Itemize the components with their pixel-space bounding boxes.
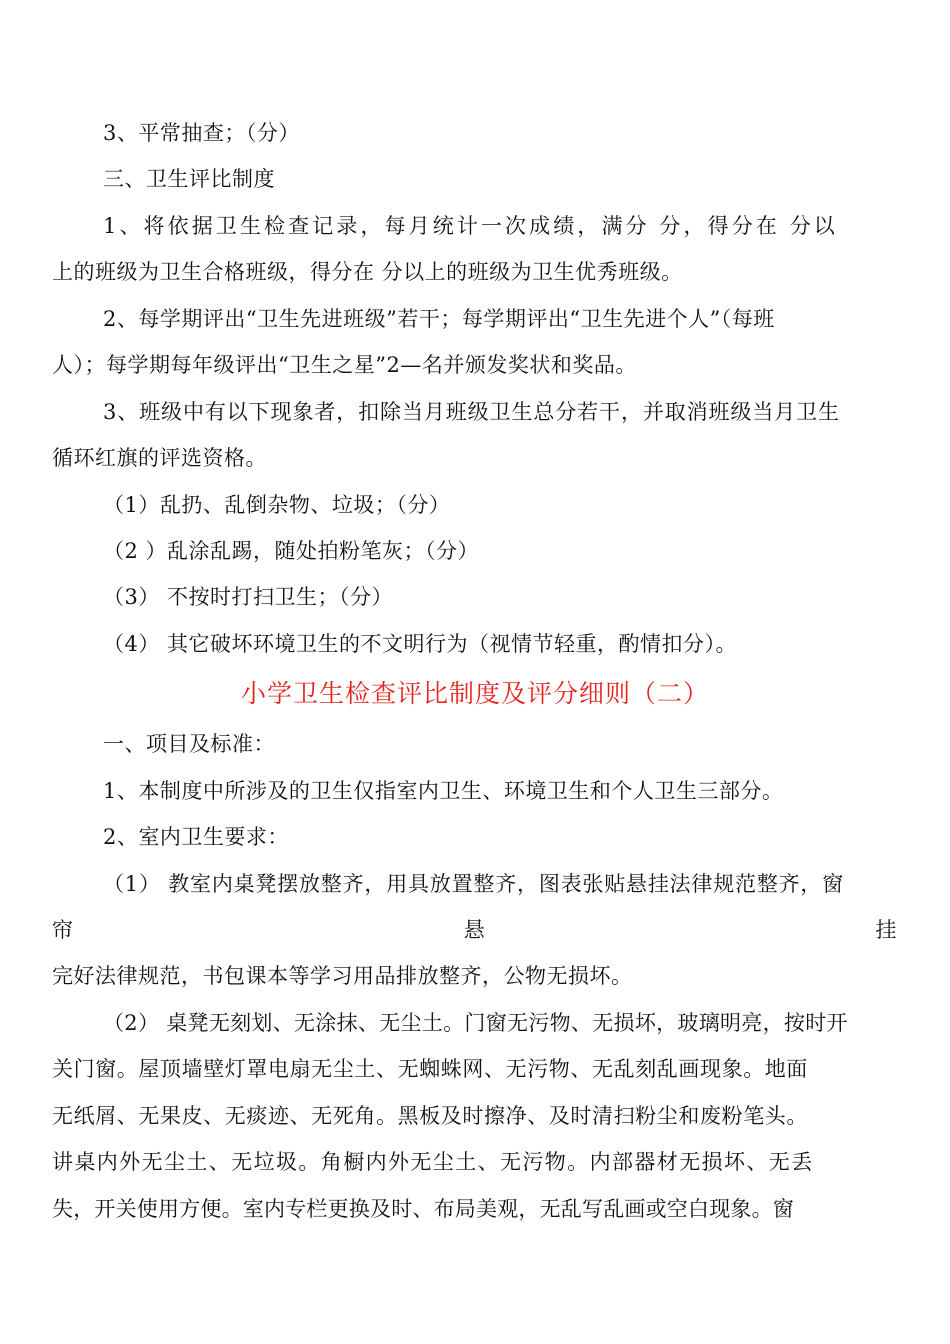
- paragraph-monthly-score-line2: 上的班级为卫生合格班级，得分在 分以上的班级为卫生优秀班级。: [52, 260, 683, 284]
- list-item-cleaning-schedule: （3） 不按时打扫卫生；（分）: [103, 585, 394, 609]
- paragraph-indoor-heading: 2、室内卫生要求：: [103, 825, 289, 849]
- section-heading-evaluation: 三、卫生评比制度: [103, 167, 275, 191]
- section-title-red: 小学卫生检查评比制度及评分细则（二）: [240, 679, 709, 708]
- paragraph-details-line2: 关门窗。屋顶墙壁灯罩电扇无尘土、无蜘蛛网、无污物、无乱刻乱画现象。地面: [52, 1057, 808, 1081]
- paragraph-details-line5: 失，开关使用方便。室内专栏更换及时、布局美观，无乱写乱画或空白现象。窗: [52, 1197, 794, 1221]
- paragraph-spot-check: 3、平常抽查；（分）: [103, 121, 300, 145]
- paragraph-semester-awards-line2: 人）；每学期每年级评出“卫生之星”2—名并颁发奖状和奖品。: [52, 353, 637, 377]
- paragraph-deduction-line2: 循环红旗的评选资格。: [52, 446, 267, 470]
- paragraph-details-line4: 讲桌内外无尘土、无垃圾。角橱内外无尘土、无污物。内部器材无损坏、无丢: [52, 1150, 814, 1174]
- list-item-littering: （1）乱扔、乱倒杂物、垃圾；（分）: [103, 493, 451, 517]
- paragraph-semester-awards-line1: 2、每学期评出“卫生先进班级”若干；每学期评出“卫生先进个人”（每班: [103, 307, 775, 331]
- list-item-chalk-dust: （2 ）乱涂乱踢，随处拍粉笔灰；（分）: [103, 539, 480, 563]
- justified-char: 挂: [875, 918, 897, 942]
- paragraph-scope: 1、本制度中所涉及的卫生仅指室内卫生、环境卫生和个人卫生三部分。: [103, 779, 784, 803]
- paragraph-classroom-line2: [52, 915, 897, 945]
- paragraph-classroom-line3: 完好法律规范，书包课本等学习用品排放整齐，公物无损坏。: [52, 964, 633, 988]
- paragraph-details-line3: 无纸屑、无果皮、无痰迹、无死角。黑板及时擦净、及时清扫粉尘和废粉笔头。: [52, 1104, 808, 1128]
- paragraph-details-line1: （2） 桌凳无刻划、无涂抹、无尘土。门窗无污物、无损坏，玻璃明亮，按时开: [103, 1011, 848, 1035]
- paragraph-classroom-line1: （1） 教室内桌凳摆放整齐，用具放置整齐，图表张贴悬挂法律规范整齐，窗: [103, 872, 845, 896]
- section-heading-items: 一、项目及标准：: [103, 732, 275, 756]
- justified-char: 帘: [52, 918, 74, 942]
- paragraph-deduction-line1: 3、班级中有以下现象者，扣除当月班级卫生总分若干，并取消班级当月卫生: [103, 400, 840, 424]
- paragraph-monthly-score-line1: 1、将依据卫生检查记录，每月统计一次成绩，满分 分，得分在 分以: [103, 214, 838, 238]
- list-item-other-behavior: （4） 其它破坏环境卫生的不文明行为（视情节轻重，酌情扣分）。: [103, 632, 738, 656]
- justified-char: 悬: [463, 918, 486, 942]
